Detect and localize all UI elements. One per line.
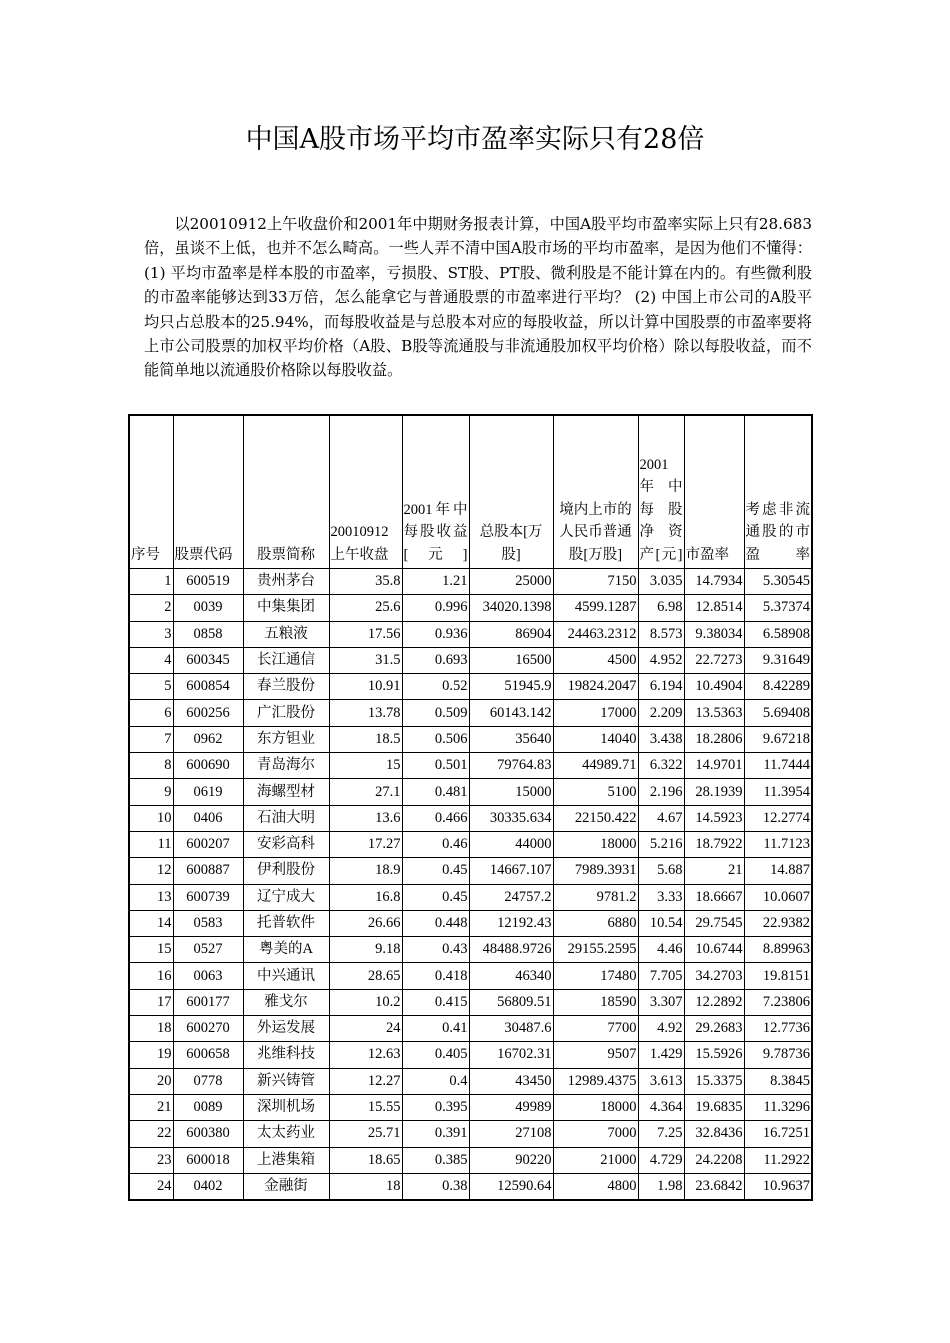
cell-code: 0778 xyxy=(173,1068,243,1094)
cell-name: 雅戈尔 xyxy=(243,989,329,1015)
cell-name: 深圳机场 xyxy=(243,1094,329,1120)
cell-eps: 0.936 xyxy=(402,621,469,647)
cell-code: 600658 xyxy=(173,1042,243,1068)
cell-price: 17.56 xyxy=(329,621,402,647)
cell-adj-pe: 7.23806 xyxy=(744,989,812,1015)
cell-code: 0402 xyxy=(173,1173,243,1200)
cell-code: 0858 xyxy=(173,621,243,647)
cell-code: 0063 xyxy=(173,963,243,989)
cell-nav: 4.729 xyxy=(638,1147,684,1173)
cell-nav: 3.438 xyxy=(638,726,684,752)
cell-name: 兆维科技 xyxy=(243,1042,329,1068)
cell-pe: 10.4904 xyxy=(684,674,744,700)
cell-seq: 11 xyxy=(129,831,173,857)
cell-name: 五粮液 xyxy=(243,621,329,647)
cell-name: 辽宁成大 xyxy=(243,884,329,910)
cell-eps: 0.395 xyxy=(402,1094,469,1120)
cell-price: 28.65 xyxy=(329,963,402,989)
cell-nav: 1.429 xyxy=(638,1042,684,1068)
cell-nav: 6.322 xyxy=(638,753,684,779)
cell-price: 15.55 xyxy=(329,1094,402,1120)
cell-price: 12.27 xyxy=(329,1068,402,1094)
cell-name: 中兴通讯 xyxy=(243,963,329,989)
cell-adj-pe: 11.7123 xyxy=(744,831,812,857)
cell-eps: 0.996 xyxy=(402,595,469,621)
header-code: 股票代码 xyxy=(173,415,243,569)
table-row xyxy=(129,1147,812,1173)
cell-domestic-shares: 21000 xyxy=(553,1147,638,1173)
cell-adj-pe: 10.0607 xyxy=(744,884,812,910)
cell-name: 粤美的A xyxy=(243,937,329,963)
cell-name: 外运发展 xyxy=(243,1016,329,1042)
cell-code: 600887 xyxy=(173,858,243,884)
cell-domestic-shares: 29155.2595 xyxy=(553,937,638,963)
cell-name: 广汇股份 xyxy=(243,700,329,726)
table-row xyxy=(129,621,812,647)
cell-eps: 0.481 xyxy=(402,779,469,805)
cell-pe: 24.2208 xyxy=(684,1147,744,1173)
cell-price: 18.9 xyxy=(329,858,402,884)
cell-pe: 18.2806 xyxy=(684,726,744,752)
cell-code: 600207 xyxy=(173,831,243,857)
cell-eps: 0.45 xyxy=(402,884,469,910)
cell-name: 长江通信 xyxy=(243,647,329,673)
cell-seq: 6 xyxy=(129,700,173,726)
cell-adj-pe: 16.7251 xyxy=(744,1121,812,1147)
cell-domestic-shares: 4800 xyxy=(553,1173,638,1200)
cell-nav: 7.705 xyxy=(638,963,684,989)
cell-price: 12.63 xyxy=(329,1042,402,1068)
cell-domestic-shares: 17480 xyxy=(553,963,638,989)
cell-domestic-shares: 44989.71 xyxy=(553,753,638,779)
header-price: 20010912上午收盘 xyxy=(329,415,402,569)
cell-code: 0039 xyxy=(173,595,243,621)
page-title: 中国A股市场平均市盈率实际只有28倍 xyxy=(245,124,705,155)
cell-pe: 22.7273 xyxy=(684,647,744,673)
table-row xyxy=(129,963,812,989)
cell-eps: 0.385 xyxy=(402,1147,469,1173)
cell-name: 金融街 xyxy=(243,1173,329,1200)
table-row xyxy=(129,1068,812,1094)
cell-seq: 9 xyxy=(129,779,173,805)
cell-domestic-shares: 18000 xyxy=(553,831,638,857)
cell-seq: 12 xyxy=(129,858,173,884)
cell-total-shares: 30487.6 xyxy=(469,1016,553,1042)
table-row xyxy=(129,753,812,779)
table-row xyxy=(129,647,812,673)
cell-eps: 0.405 xyxy=(402,1042,469,1068)
cell-pe: 12.8514 xyxy=(684,595,744,621)
table-row xyxy=(129,989,812,1015)
cell-nav: 10.54 xyxy=(638,910,684,936)
cell-domestic-shares: 7700 xyxy=(553,1016,638,1042)
cell-adj-pe: 8.89963 xyxy=(744,937,812,963)
cell-seq: 7 xyxy=(129,726,173,752)
cell-code: 0583 xyxy=(173,910,243,936)
cell-adj-pe: 11.7444 xyxy=(744,753,812,779)
cell-total-shares: 34020.1398 xyxy=(469,595,553,621)
header-pe: 市盈率 xyxy=(684,415,744,569)
cell-pe: 12.2892 xyxy=(684,989,744,1015)
cell-nav: 2.196 xyxy=(638,779,684,805)
cell-pe: 29.2683 xyxy=(684,1016,744,1042)
cell-code: 600380 xyxy=(173,1121,243,1147)
cell-nav: 4.67 xyxy=(638,805,684,831)
header-nav: 2001年中每股净资产[元] xyxy=(638,415,684,569)
cell-adj-pe: 9.67218 xyxy=(744,726,812,752)
header-eps: 2001年中每股收益[元] xyxy=(402,415,469,569)
table-row xyxy=(129,1094,812,1120)
cell-seq: 18 xyxy=(129,1016,173,1042)
cell-name: 托普软件 xyxy=(243,910,329,936)
cell-eps: 0.43 xyxy=(402,937,469,963)
cell-nav: 5.68 xyxy=(638,858,684,884)
cell-name: 新兴铸管 xyxy=(243,1068,329,1094)
cell-name: 中集集团 xyxy=(243,595,329,621)
cell-total-shares: 86904 xyxy=(469,621,553,647)
cell-seq: 23 xyxy=(129,1147,173,1173)
cell-pe: 14.5923 xyxy=(684,805,744,831)
cell-nav: 6.98 xyxy=(638,595,684,621)
cell-domestic-shares: 24463.2312 xyxy=(553,621,638,647)
cell-seq: 13 xyxy=(129,884,173,910)
cell-adj-pe: 5.30545 xyxy=(744,569,812,595)
cell-adj-pe: 11.3296 xyxy=(744,1094,812,1120)
cell-nav: 3.613 xyxy=(638,1068,684,1094)
cell-nav: 5.216 xyxy=(638,831,684,857)
cell-adj-pe: 5.69408 xyxy=(744,700,812,726)
table-row xyxy=(129,884,812,910)
cell-domestic-shares: 19824.2047 xyxy=(553,674,638,700)
cell-adj-pe: 12.2774 xyxy=(744,805,812,831)
cell-code: 600018 xyxy=(173,1147,243,1173)
cell-seq: 17 xyxy=(129,989,173,1015)
cell-domestic-shares: 9507 xyxy=(553,1042,638,1068)
cell-total-shares: 48488.9726 xyxy=(469,937,553,963)
cell-total-shares: 79764.83 xyxy=(469,753,553,779)
cell-seq: 22 xyxy=(129,1121,173,1147)
cell-seq: 19 xyxy=(129,1042,173,1068)
table-row xyxy=(129,910,812,936)
cell-eps: 0.4 xyxy=(402,1068,469,1094)
cell-pe: 13.5363 xyxy=(684,700,744,726)
cell-total-shares: 60143.142 xyxy=(469,700,553,726)
cell-seq: 5 xyxy=(129,674,173,700)
cell-code: 0089 xyxy=(173,1094,243,1120)
cell-pe: 19.6835 xyxy=(684,1094,744,1120)
cell-nav: 7.25 xyxy=(638,1121,684,1147)
cell-total-shares: 15000 xyxy=(469,779,553,805)
cell-pe: 10.6744 xyxy=(684,937,744,963)
cell-price: 25.71 xyxy=(329,1121,402,1147)
header-total-shares: 总股本[万股] xyxy=(469,415,553,569)
cell-price: 10.2 xyxy=(329,989,402,1015)
cell-name: 贵州茅台 xyxy=(243,569,329,595)
cell-pe: 28.1939 xyxy=(684,779,744,805)
cell-adj-pe: 9.78736 xyxy=(744,1042,812,1068)
cell-pe: 29.7545 xyxy=(684,910,744,936)
cell-eps: 0.415 xyxy=(402,989,469,1015)
table-row xyxy=(129,569,812,595)
table-row xyxy=(129,831,812,857)
cell-price: 18.65 xyxy=(329,1147,402,1173)
table-row xyxy=(129,674,812,700)
cell-total-shares: 12590.64 xyxy=(469,1173,553,1200)
header-adj-pe: 考虑非流通股的市盈率 xyxy=(744,415,812,569)
cell-name: 青岛海尔 xyxy=(243,753,329,779)
table-row xyxy=(129,700,812,726)
cell-nav: 1.98 xyxy=(638,1173,684,1200)
cell-total-shares: 14667.107 xyxy=(469,858,553,884)
cell-nav: 3.33 xyxy=(638,884,684,910)
cell-eps: 0.509 xyxy=(402,700,469,726)
cell-eps: 0.466 xyxy=(402,805,469,831)
cell-total-shares: 43450 xyxy=(469,1068,553,1094)
table-header-row xyxy=(129,415,812,569)
cell-domestic-shares: 18590 xyxy=(553,989,638,1015)
cell-nav: 3.307 xyxy=(638,989,684,1015)
cell-seq: 2 xyxy=(129,595,173,621)
cell-name: 石油大明 xyxy=(243,805,329,831)
cell-eps: 1.21 xyxy=(402,569,469,595)
table-row xyxy=(129,1121,812,1147)
cell-total-shares: 25000 xyxy=(469,569,553,595)
cell-pe: 32.8436 xyxy=(684,1121,744,1147)
cell-pe: 14.9701 xyxy=(684,753,744,779)
cell-eps: 0.448 xyxy=(402,910,469,936)
cell-domestic-shares: 14040 xyxy=(553,726,638,752)
cell-code: 0406 xyxy=(173,805,243,831)
cell-code: 0962 xyxy=(173,726,243,752)
cell-code: 600177 xyxy=(173,989,243,1015)
cell-nav: 6.194 xyxy=(638,674,684,700)
cell-pe: 15.3375 xyxy=(684,1068,744,1094)
table-row xyxy=(129,1173,812,1200)
cell-code: 0527 xyxy=(173,937,243,963)
cell-nav: 4.92 xyxy=(638,1016,684,1042)
cell-total-shares: 51945.9 xyxy=(469,674,553,700)
cell-name: 海螺型材 xyxy=(243,779,329,805)
cell-total-shares: 30335.634 xyxy=(469,805,553,831)
cell-adj-pe: 10.9637 xyxy=(744,1173,812,1200)
cell-eps: 0.391 xyxy=(402,1121,469,1147)
table-row xyxy=(129,779,812,805)
cell-total-shares: 90220 xyxy=(469,1147,553,1173)
table-row xyxy=(129,1042,812,1068)
cell-price: 13.6 xyxy=(329,805,402,831)
cell-price: 18.5 xyxy=(329,726,402,752)
cell-adj-pe: 11.2922 xyxy=(744,1147,812,1173)
cell-price: 18 xyxy=(329,1173,402,1200)
cell-domestic-shares: 4599.1287 xyxy=(553,595,638,621)
table-row xyxy=(129,805,812,831)
cell-total-shares: 56809.51 xyxy=(469,989,553,1015)
cell-pe: 23.6842 xyxy=(684,1173,744,1200)
cell-pe: 34.2703 xyxy=(684,963,744,989)
cell-seq: 14 xyxy=(129,910,173,936)
cell-seq: 8 xyxy=(129,753,173,779)
cell-total-shares: 16500 xyxy=(469,647,553,673)
cell-price: 35.8 xyxy=(329,569,402,595)
cell-nav: 3.035 xyxy=(638,569,684,595)
header-domestic-shares: 境内上市的人民币普通股[万股] xyxy=(553,415,638,569)
cell-code: 600519 xyxy=(173,569,243,595)
cell-seq: 4 xyxy=(129,647,173,673)
cell-domestic-shares: 6880 xyxy=(553,910,638,936)
cell-total-shares: 35640 xyxy=(469,726,553,752)
cell-domestic-shares: 9781.2 xyxy=(553,884,638,910)
cell-name: 春兰股份 xyxy=(243,674,329,700)
cell-seq: 1 xyxy=(129,569,173,595)
cell-domestic-shares: 7000 xyxy=(553,1121,638,1147)
cell-price: 24 xyxy=(329,1016,402,1042)
cell-code: 600854 xyxy=(173,674,243,700)
cell-price: 9.18 xyxy=(329,937,402,963)
cell-total-shares: 24757.2 xyxy=(469,884,553,910)
cell-adj-pe: 8.3845 xyxy=(744,1068,812,1094)
cell-eps: 0.501 xyxy=(402,753,469,779)
cell-code: 600345 xyxy=(173,647,243,673)
cell-price: 25.6 xyxy=(329,595,402,621)
cell-eps: 0.38 xyxy=(402,1173,469,1200)
cell-adj-pe: 6.58908 xyxy=(744,621,812,647)
cell-pe: 18.7922 xyxy=(684,831,744,857)
cell-nav: 2.209 xyxy=(638,700,684,726)
cell-price: 13.78 xyxy=(329,700,402,726)
intro-paragraph: 以20010912上午收盘价和2001年中期财务报表计算，中国A股平均市盈率实际上只有28.683倍，虽谈不上低，也并不怎么畸高。一些人弄不清中国A股市场的平均市盈率，是因为他们不懂得：(1) 平均市盈率是样本股的市盈率，亏损股、ST股、PT股、微利股是不能计算在内的。有些微利股的市盈率能够达到33万倍，怎么能拿它与普通股票的市盈率进行平均？ (2) 中国上市公司的A股平均只占总股本的25.94%，而每股收益是与总股本对应的每股收益，所以计算中国股票的市盈率要将上市公司股票的加权平均价格（A股、B股等流通股与非流通股加权平均价格）除以每股收益，而不能简单地以流通股价格除以每股收益。 xyxy=(144,215,812,380)
cell-adj-pe: 19.8151 xyxy=(744,963,812,989)
cell-nav: 4.364 xyxy=(638,1094,684,1120)
cell-seq: 10 xyxy=(129,805,173,831)
table-row xyxy=(129,937,812,963)
cell-total-shares: 12192.43 xyxy=(469,910,553,936)
cell-price: 15 xyxy=(329,753,402,779)
cell-total-shares: 44000 xyxy=(469,831,553,857)
cell-domestic-shares: 7989.3931 xyxy=(553,858,638,884)
cell-domestic-shares: 22150.422 xyxy=(553,805,638,831)
cell-domestic-shares: 5100 xyxy=(553,779,638,805)
cell-nav: 4.46 xyxy=(638,937,684,963)
cell-domestic-shares: 18000 xyxy=(553,1094,638,1120)
cell-eps: 0.52 xyxy=(402,674,469,700)
cell-pe: 18.6667 xyxy=(684,884,744,910)
table-row xyxy=(129,726,812,752)
cell-seq: 21 xyxy=(129,1094,173,1120)
cell-adj-pe: 22.9382 xyxy=(744,910,812,936)
cell-eps: 0.45 xyxy=(402,858,469,884)
cell-eps: 0.693 xyxy=(402,647,469,673)
cell-domestic-shares: 12989.4375 xyxy=(553,1068,638,1094)
header-seq: 序号 xyxy=(129,415,173,569)
cell-seq: 15 xyxy=(129,937,173,963)
cell-domestic-shares: 17000 xyxy=(553,700,638,726)
cell-adj-pe: 14.887 xyxy=(744,858,812,884)
cell-price: 16.8 xyxy=(329,884,402,910)
cell-nav: 8.573 xyxy=(638,621,684,647)
cell-seq: 3 xyxy=(129,621,173,647)
cell-eps: 0.418 xyxy=(402,963,469,989)
cell-domestic-shares: 7150 xyxy=(553,569,638,595)
cell-pe: 9.38034 xyxy=(684,621,744,647)
cell-total-shares: 46340 xyxy=(469,963,553,989)
cell-total-shares: 16702.31 xyxy=(469,1042,553,1068)
cell-seq: 24 xyxy=(129,1173,173,1200)
cell-pe: 15.5926 xyxy=(684,1042,744,1068)
cell-name: 东方钽业 xyxy=(243,726,329,752)
cell-adj-pe: 12.7736 xyxy=(744,1016,812,1042)
cell-name: 太太药业 xyxy=(243,1121,329,1147)
header-name: 股票简称 xyxy=(243,415,329,569)
cell-adj-pe: 8.42289 xyxy=(744,674,812,700)
cell-price: 17.27 xyxy=(329,831,402,857)
pe-ratio-table xyxy=(128,414,813,1201)
cell-code: 0619 xyxy=(173,779,243,805)
cell-name: 伊利股份 xyxy=(243,858,329,884)
cell-eps: 0.46 xyxy=(402,831,469,857)
table-row xyxy=(129,1016,812,1042)
cell-seq: 20 xyxy=(129,1068,173,1094)
table-row xyxy=(129,858,812,884)
cell-code: 600739 xyxy=(173,884,243,910)
cell-total-shares: 27108 xyxy=(469,1121,553,1147)
cell-code: 600256 xyxy=(173,700,243,726)
cell-name: 上港集箱 xyxy=(243,1147,329,1173)
cell-seq: 16 xyxy=(129,963,173,989)
cell-eps: 0.41 xyxy=(402,1016,469,1042)
cell-name: 安彩高科 xyxy=(243,831,329,857)
cell-code: 600270 xyxy=(173,1016,243,1042)
cell-total-shares: 49989 xyxy=(469,1094,553,1120)
cell-adj-pe: 5.37374 xyxy=(744,595,812,621)
cell-eps: 0.506 xyxy=(402,726,469,752)
table-row xyxy=(129,595,812,621)
cell-pe: 21 xyxy=(684,858,744,884)
cell-price: 27.1 xyxy=(329,779,402,805)
cell-pe: 14.7934 xyxy=(684,569,744,595)
cell-adj-pe: 9.31649 xyxy=(744,647,812,673)
cell-price: 31.5 xyxy=(329,647,402,673)
cell-adj-pe: 11.3954 xyxy=(744,779,812,805)
cell-price: 10.91 xyxy=(329,674,402,700)
cell-nav: 4.952 xyxy=(638,647,684,673)
cell-price: 26.66 xyxy=(329,910,402,936)
cell-code: 600690 xyxy=(173,753,243,779)
cell-domestic-shares: 4500 xyxy=(553,647,638,673)
